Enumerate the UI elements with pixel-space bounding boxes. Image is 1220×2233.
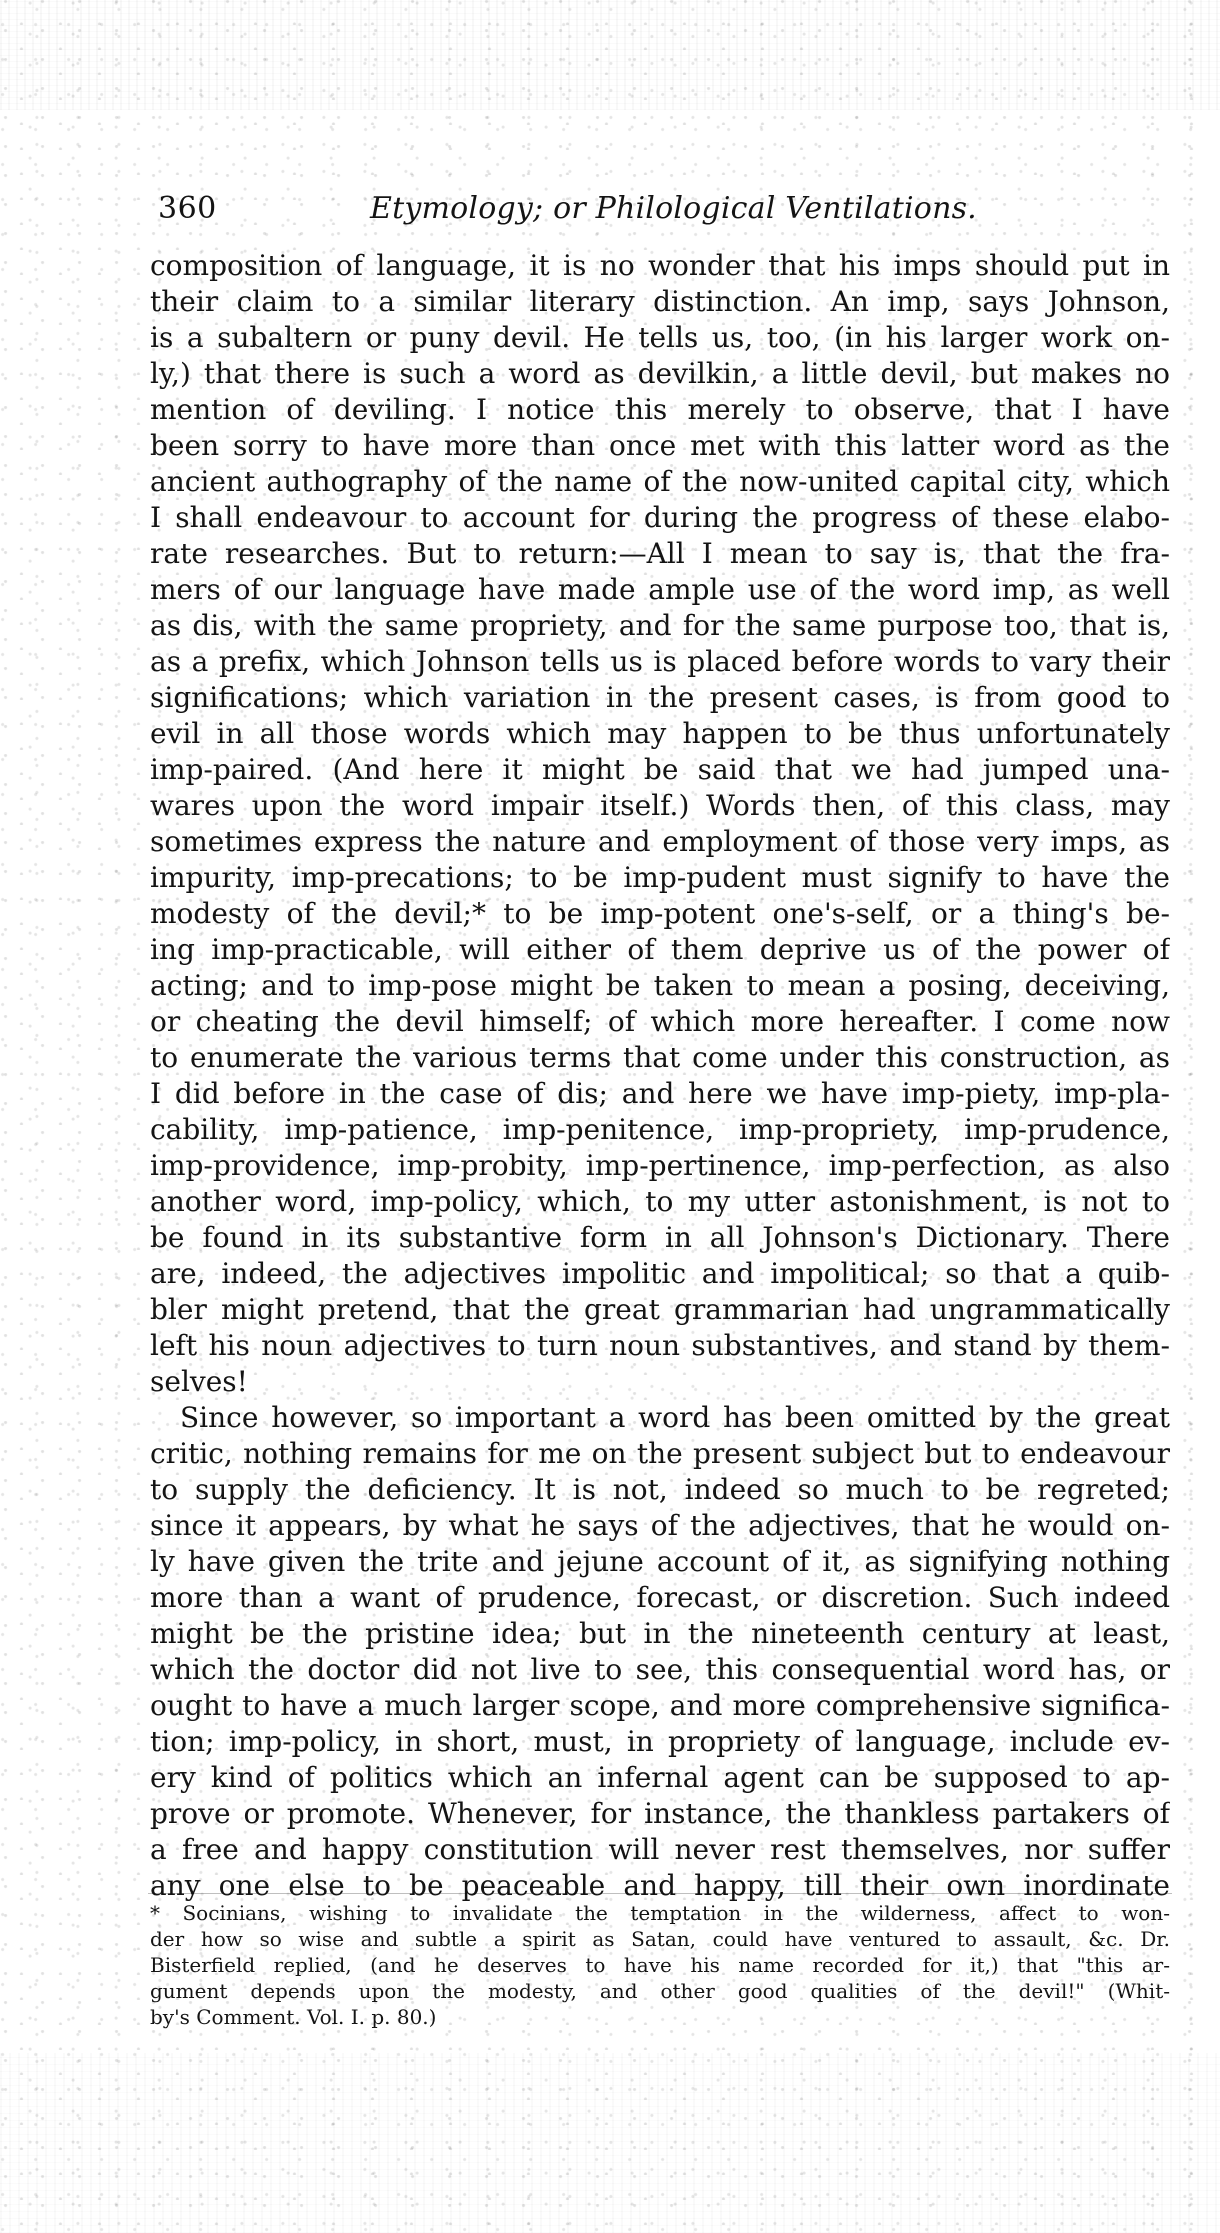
body-line: mention of deviling. I notice this merely to observe, that I have [150, 393, 1170, 426]
body-line: is a subaltern or puny devil. He tells us, too, (in his larger work on- [150, 321, 1170, 354]
body-line: imp-paired. (And here it might be said that we had jumped una- [150, 753, 1170, 786]
body-line: ing imp-practicable, will either of them deprive us of the power of [150, 933, 1170, 966]
page-header [158, 188, 1028, 230]
footnote-line: * Socinians, wishing to invalidate the temptation in the wilderness, affect to won- [150, 1901, 1170, 1925]
body-line: evil in all those words which may happen to be thus unfortunately [150, 717, 1170, 750]
body-line: selves! [150, 1365, 248, 1398]
body-line: prove or promote. Whenever, for instance, the thankless partakers of [150, 1797, 1170, 1830]
body-line: composition of language, it is no wonder that his imps should put in [150, 249, 1170, 282]
body-line: significations; which variation in the present cases, is from good to [150, 681, 1170, 714]
body-line: as dis, with the same propriety, and for the same purpose too, that is, [150, 609, 1170, 642]
body-text [150, 248, 1170, 1904]
body-line: I shall endeavour to account for during the progress of these elabo- [150, 501, 1170, 534]
footnote-rule [148, 1893, 1172, 1894]
body-line: are, indeed, the adjectives impolitic and impolitical; so that a quib- [150, 1257, 1170, 1290]
body-line: impurity, imp-precations; to be imp-pudent must signify to have the [150, 861, 1170, 894]
body-line: modesty of the devil;* to be imp-potent one's-self, or a thing's be- [150, 897, 1170, 930]
footnote-line: by's Comment. Vol. I. p. 80.) [150, 2005, 437, 2029]
body-line: ly have given the trite and jejune account of it, as signifying nothing [150, 1545, 1170, 1578]
running-head: Etymology; or Philological Ventilations. [370, 191, 977, 226]
body-line: ought to have a much larger scope, and more comprehensive significa- [150, 1689, 1170, 1722]
body-line: which the doctor did not live to see, this consequential word has, or [150, 1653, 1170, 1686]
body-line: another word, imp-policy, which, to my utter astonishment, is not to [150, 1185, 1170, 1218]
body-line: might be the pristine idea; but in the nineteenth century at least, [150, 1617, 1170, 1650]
footnote-line: gument depends upon the modesty, and other good qualities of the devil!" (Whit- [150, 1979, 1170, 2003]
body-line: left his noun adjectives to turn noun substantives, and stand by them- [150, 1329, 1170, 1362]
body-line: more than a want of prudence, forecast, or discretion. Such indeed [150, 1581, 1170, 1614]
footnote-line: der how so wise and subtle a spirit as Satan, could have ventured to assault, &c. Dr. [150, 1927, 1170, 1951]
scan-noise-bottom [0, 2053, 1220, 2233]
body-line: as a prefix, which Johnson tells us is placed before words to vary their [150, 645, 1170, 678]
body-line: imp-providence, imp-probity, imp-pertinence, imp-perfection, as also [150, 1149, 1170, 1182]
body-line: since it appears, by what he says of the adjectives, that he would on- [150, 1509, 1170, 1542]
body-line: cability, imp-patience, imp-penitence, imp-propriety, imp-prudence, [150, 1113, 1170, 1146]
body-line: been sorry to have more than once met with this latter word as the [150, 429, 1170, 462]
body-line: ancient authography of the name of the now-united capital city, which [150, 465, 1170, 498]
body-line: sometimes express the nature and employment of those very imps, as [150, 825, 1170, 858]
body-line: I did before in the case of dis; and here we have imp-piety, imp-pla- [150, 1077, 1170, 1110]
body-line: mers of our language have made ample use of the word imp, as well [150, 573, 1170, 606]
body-line: ery kind of politics which an infernal agent can be supposed to ap- [150, 1761, 1170, 1794]
scan-noise-top [0, 0, 1220, 110]
body-line: ly,) that there is such a word as devilkin, a little devil, but makes no [150, 357, 1170, 390]
footnote-block [150, 1900, 1170, 2030]
body-line: rate researches. But to return:—All I mean to say is, that the fra- [150, 537, 1170, 570]
body-line: to supply the deficiency. It is not, indeed so much to be regreted; [150, 1473, 1170, 1506]
body-line: wares upon the word impair itself.) Words then, of this class, may [150, 789, 1170, 822]
body-line: to enumerate the various terms that come under this construction, as [150, 1041, 1170, 1074]
body-line: be found in its substantive form in all Johnson's Dictionary. There [150, 1221, 1170, 1254]
body-line: bler might pretend, that the great grammarian had ungrammatically [150, 1293, 1170, 1326]
body-line: critic, nothing remains for me on the present subject but to endeavour [150, 1437, 1170, 1470]
body-line: any one else to be peaceable and happy, till their own inordinate [150, 1869, 1170, 1902]
body-line: Since however, so important a word has been omitted by the great [180, 1401, 1170, 1434]
body-line: acting; and to imp-pose might be taken to mean a posing, deceiving, [150, 969, 1170, 1002]
body-line: tion; imp-policy, in short, must, in propriety of language, include ev- [150, 1725, 1170, 1758]
footnote-line: Bisterfield replied, (and he deserves to have his name recorded for it,) that "this ar- [150, 1953, 1170, 1977]
page-number: 360 [158, 191, 217, 226]
body-line: a free and happy constitution will never rest themselves, nor suffer [150, 1833, 1170, 1866]
body-line: their claim to a similar literary distinction. An imp, says Johnson, [150, 285, 1170, 318]
body-line: or cheating the devil himself; of which more hereafter. I come now [150, 1005, 1170, 1038]
